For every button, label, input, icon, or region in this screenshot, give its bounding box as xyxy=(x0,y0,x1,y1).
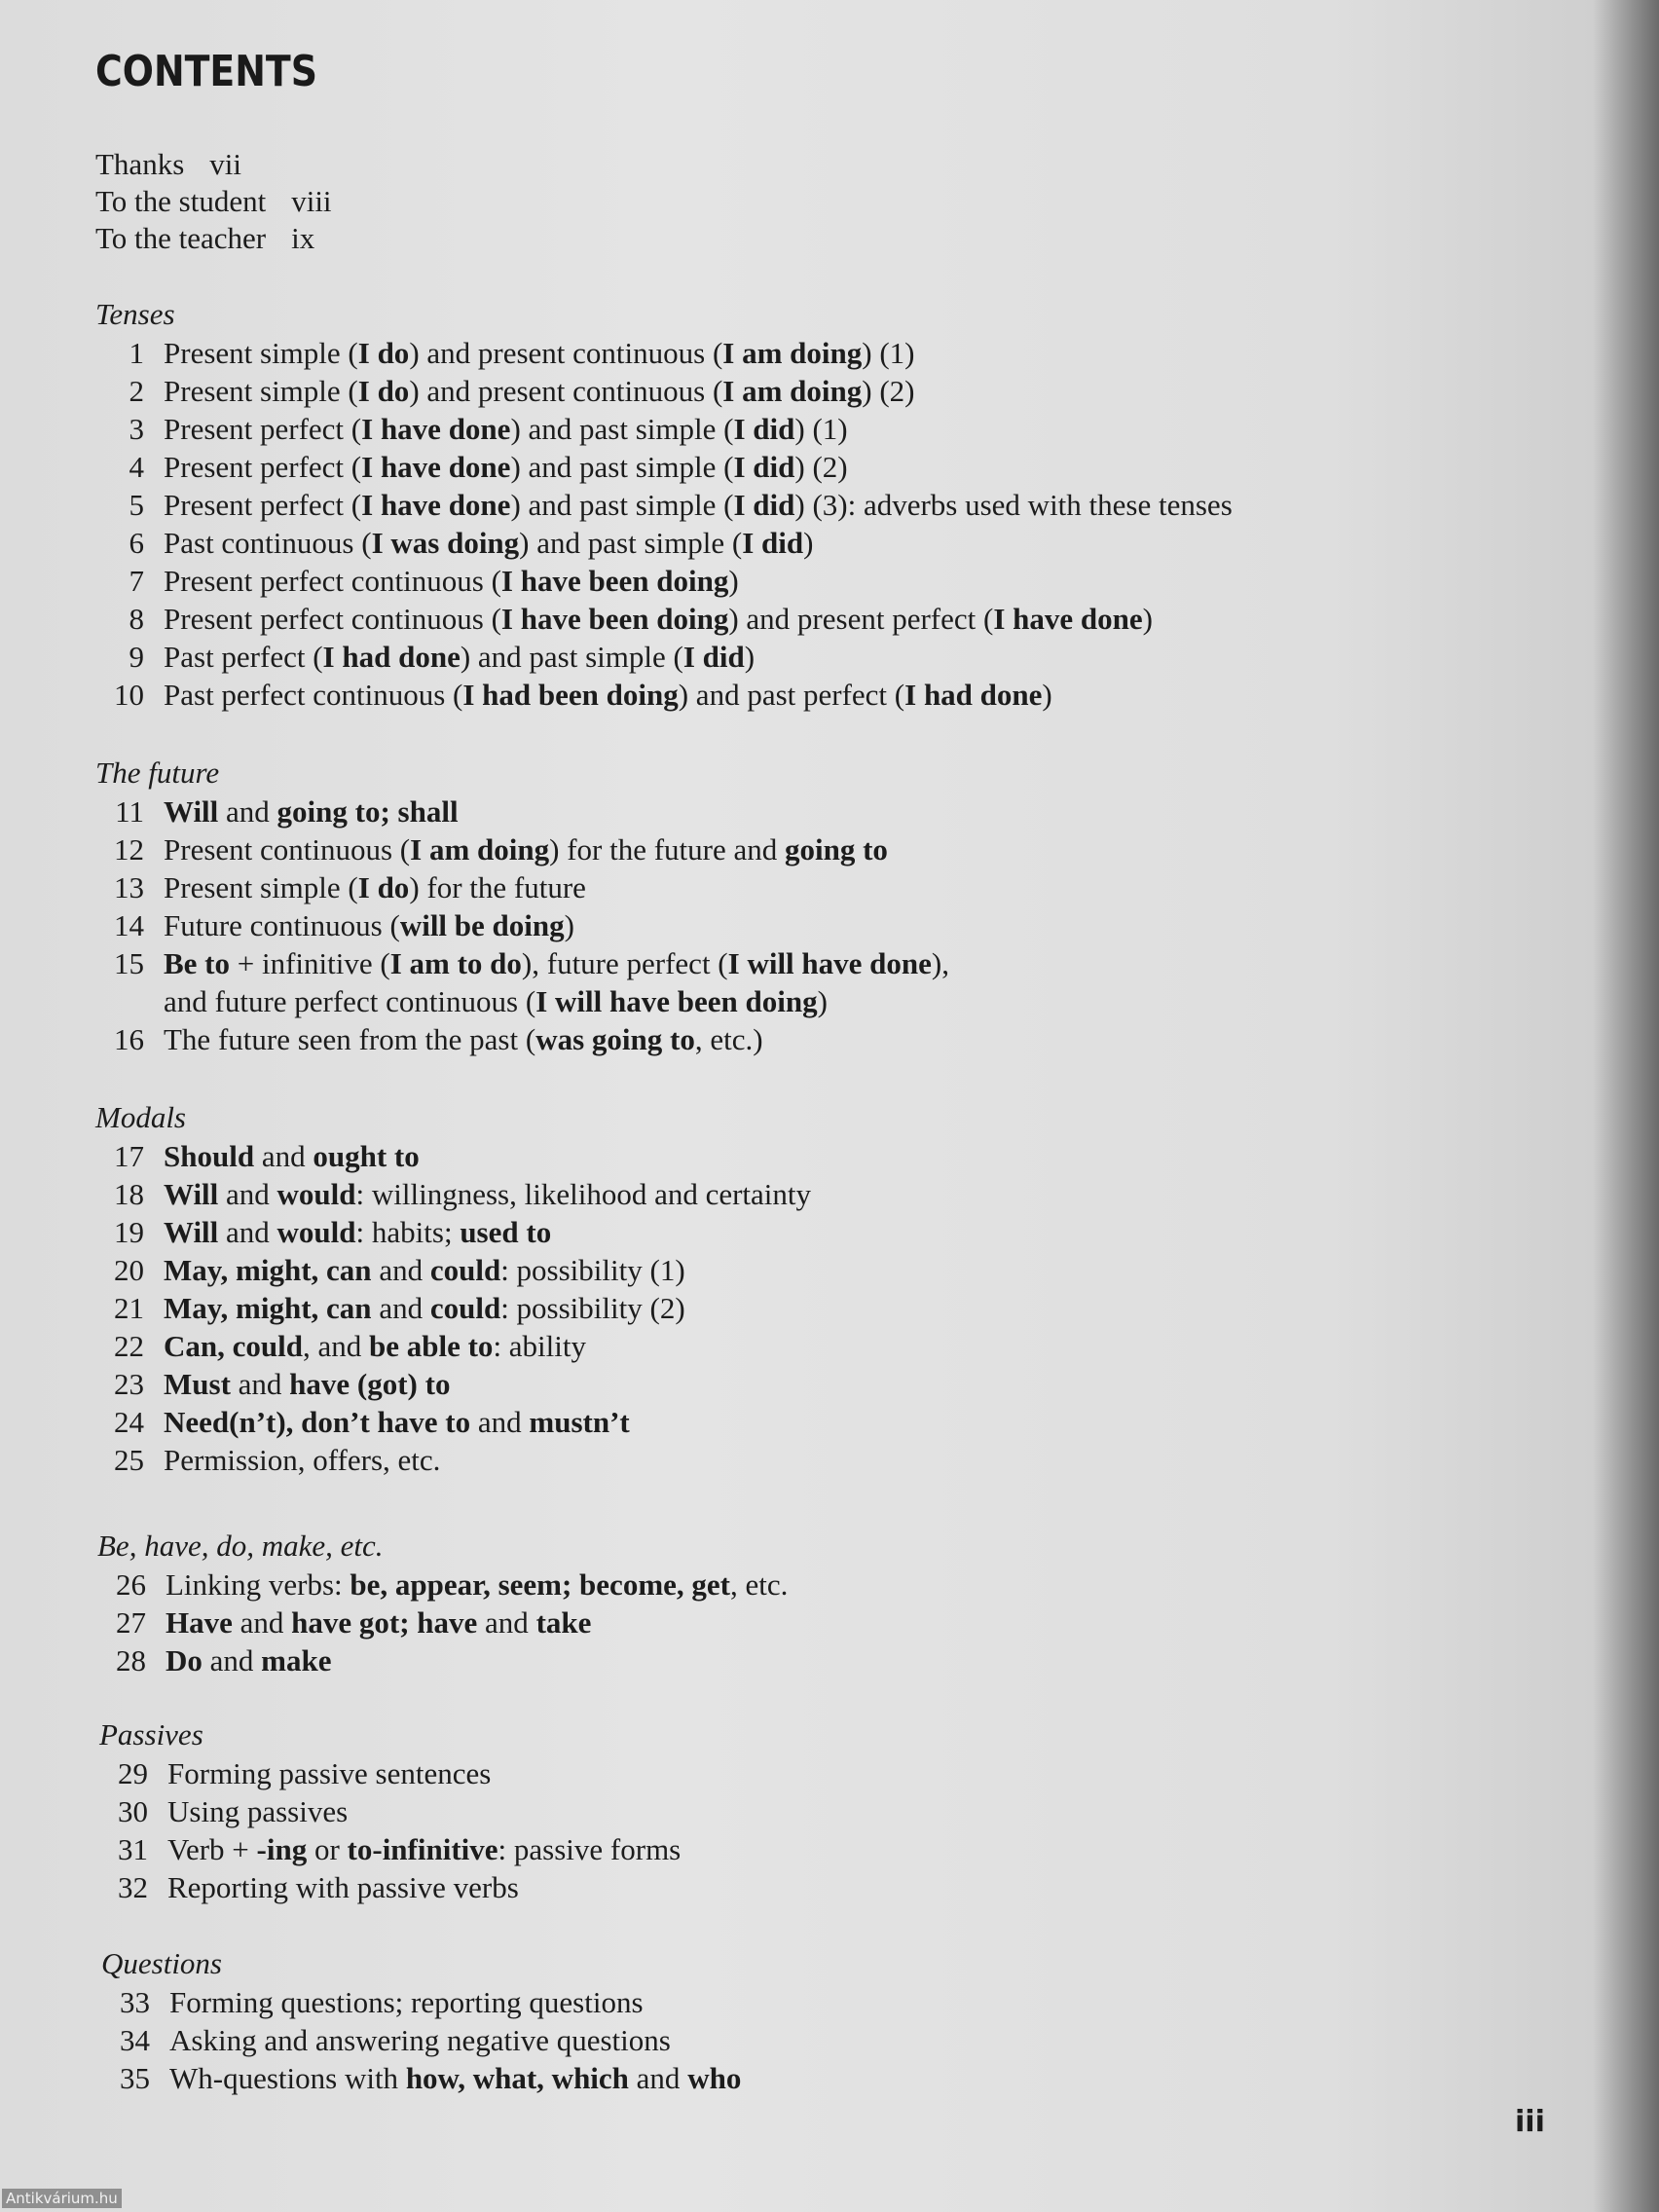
page-number: iii xyxy=(1515,2105,1545,2139)
unit-title: Present perfect (I have done) and past simple (I did) (2) xyxy=(164,450,848,484)
unit-title: Asking and answering negative questions xyxy=(169,2023,671,2057)
contents-entry xyxy=(95,1327,811,1365)
section-be-have-do xyxy=(97,1527,788,1679)
unit-title: Present perfect continuous (I have been doing) xyxy=(164,564,739,598)
unit-number: 28 xyxy=(116,1643,146,1677)
unit-title: Need(n’t), don’t have to and mustn’t xyxy=(164,1405,630,1439)
unit-title: Present perfect (I have done) and past simple (I did) (1) xyxy=(164,412,848,446)
contents-entry xyxy=(95,1365,811,1403)
contents-entry xyxy=(99,1754,681,1792)
unit-title: Past perfect continuous (I had been doing) and past perfect (I had done) xyxy=(164,678,1052,712)
section-tenses xyxy=(95,295,1233,714)
unit-title: Reporting with passive verbs xyxy=(167,1870,519,1904)
unit-title: Forming passive sentences xyxy=(167,1756,492,1790)
contents-entry xyxy=(97,1604,788,1641)
front-matter-item xyxy=(95,220,332,257)
contents-entry xyxy=(95,906,949,944)
unit-number: 10 xyxy=(114,678,144,712)
front-matter-page: ix xyxy=(291,221,315,255)
unit-number: 13 xyxy=(114,870,144,904)
contents-entry xyxy=(95,1137,811,1175)
unit-number: 26 xyxy=(116,1567,146,1602)
unit-title: Permission, offers, etc. xyxy=(164,1443,441,1477)
contents-entry xyxy=(101,1983,741,2021)
unit-title: Past continuous (I was doing) and past simple (I did) xyxy=(164,526,814,560)
unit-title: Linking verbs: be, appear, seem; become, get, etc. xyxy=(166,1567,789,1602)
contents-entry xyxy=(95,1441,811,1479)
unit-number: 24 xyxy=(114,1405,144,1439)
front-matter-label: Thanks xyxy=(95,147,185,181)
section-items xyxy=(95,334,1233,714)
contents-entry xyxy=(95,868,949,906)
unit-number: 2 xyxy=(129,374,144,408)
unit-title: Past perfect (I had done) and past simple (I did) xyxy=(164,640,756,674)
unit-number: 6 xyxy=(129,526,144,560)
section-items xyxy=(99,1754,681,1906)
contents-entry xyxy=(95,1289,811,1327)
page-title: CONTENTS xyxy=(95,47,318,96)
unit-number: 5 xyxy=(129,488,144,522)
unit-number: 29 xyxy=(118,1756,148,1790)
unit-number: 23 xyxy=(114,1367,144,1401)
unit-title: Will and would: habits; used to xyxy=(164,1215,552,1249)
unit-title: Verb + -ing or to-infinitive: passive forms xyxy=(167,1832,682,1866)
unit-number: 11 xyxy=(115,794,144,829)
unit-number: 31 xyxy=(118,1832,148,1866)
unit-number: 17 xyxy=(114,1139,144,1173)
unit-number: 19 xyxy=(114,1215,144,1249)
contents-entry xyxy=(95,1213,811,1251)
unit-title: Present perfect (I have done) and past simple (I did) (3): adverbs used with these tenses xyxy=(164,488,1233,522)
unit-number: 35 xyxy=(120,2061,150,2095)
unit-number: 9 xyxy=(129,640,144,674)
watermark-logo: Antikvárium.hu xyxy=(2,2189,122,2208)
section-heading: Modals xyxy=(95,1100,186,1134)
contents-entry xyxy=(95,1175,811,1213)
contents-entry xyxy=(97,1641,788,1679)
unit-title: Present simple (I do) for the future xyxy=(164,870,586,904)
unit-number: 15 xyxy=(114,946,144,980)
contents-entry xyxy=(95,1403,811,1441)
contents-entry xyxy=(99,1830,681,1868)
contents-entry xyxy=(101,2059,741,2097)
contents-entry xyxy=(95,1251,811,1289)
unit-title: The future seen from the past (was going to, etc.) xyxy=(164,1022,763,1056)
unit-number: 14 xyxy=(114,908,144,942)
unit-title: Must and have (got) to xyxy=(164,1367,451,1401)
unit-title: Future continuous (will be doing) xyxy=(164,908,574,942)
contents-entry xyxy=(99,1792,681,1830)
unit-number: 18 xyxy=(114,1177,144,1211)
contents-entry xyxy=(99,1868,681,1906)
unit-number: 32 xyxy=(118,1870,148,1904)
contents-entry xyxy=(95,944,949,982)
unit-number: 8 xyxy=(129,602,144,636)
contents-entry xyxy=(95,372,1233,410)
unit-title: Will and going to; shall xyxy=(164,794,459,829)
unit-number: 25 xyxy=(114,1443,144,1477)
contents-entry xyxy=(95,676,1233,714)
contents-entry xyxy=(101,2021,741,2059)
front-matter xyxy=(95,146,332,257)
section-questions xyxy=(101,1944,741,2097)
unit-number: 34 xyxy=(120,2023,150,2057)
front-matter-label: To the student xyxy=(95,184,267,218)
section-heading: Questions xyxy=(101,1946,222,1980)
contents-entry xyxy=(95,793,949,830)
unit-title: Will and would: willingness, likelihood and certainty xyxy=(164,1177,812,1211)
unit-number: 22 xyxy=(114,1329,144,1363)
front-matter-item xyxy=(95,146,332,183)
front-matter-label: To the teacher xyxy=(95,221,267,255)
unit-title: Present continuous (I am doing) for the future and going to xyxy=(164,832,888,866)
unit-number: 30 xyxy=(118,1794,148,1828)
unit-title: Using passives xyxy=(167,1794,349,1828)
contents-entry xyxy=(95,334,1233,372)
unit-number: 21 xyxy=(114,1291,144,1325)
unit-number: 33 xyxy=(120,1985,150,2019)
front-matter-page: viii xyxy=(291,184,332,218)
unit-title: Be to + infinitive (I am to do), future perfect (I will have done), xyxy=(164,946,949,980)
unit-title: Present simple (I do) and present continuous (I am doing) (1) xyxy=(164,336,915,370)
contents-entry xyxy=(95,562,1233,600)
unit-number: 12 xyxy=(114,832,144,866)
unit-title: Have and have got; have and take xyxy=(166,1605,592,1640)
unit-number: 1 xyxy=(129,336,144,370)
section-passives xyxy=(99,1715,681,1906)
unit-title: May, might, can and could: possibility (1) xyxy=(164,1253,685,1287)
contents-entry xyxy=(97,1566,788,1604)
section-items xyxy=(95,1137,811,1479)
unit-title: Present simple (I do) and present continuous (I am doing) (2) xyxy=(164,374,915,408)
contents-entry xyxy=(95,638,1233,676)
contents-entry xyxy=(95,830,949,868)
unit-title: Should and ought to xyxy=(164,1139,420,1173)
contents-entry xyxy=(95,600,1233,638)
unit-title: Wh-questions with how, what, which and who xyxy=(169,2061,742,2095)
unit-number: 27 xyxy=(116,1605,146,1640)
front-matter-item xyxy=(95,183,332,220)
unit-title: Present perfect continuous (I have been doing) and present perfect (I have done) xyxy=(164,602,1153,636)
contents-entry xyxy=(95,524,1233,562)
contents-entry xyxy=(95,486,1233,524)
section-items xyxy=(97,1566,788,1679)
contents-entry xyxy=(95,448,1233,486)
section-items xyxy=(95,793,949,1058)
unit-number: 16 xyxy=(114,1022,144,1056)
section-heading: Passives xyxy=(99,1717,203,1751)
unit-number: 4 xyxy=(129,450,144,484)
unit-number: 20 xyxy=(114,1253,144,1287)
unit-title: May, might, can and could: possibility (2) xyxy=(164,1291,685,1325)
unit-title: Forming questions; reporting questions xyxy=(169,1985,644,2019)
contents-entry xyxy=(95,1020,949,1058)
front-matter-page: vii xyxy=(209,147,241,181)
section-future xyxy=(95,754,949,1058)
section-items xyxy=(101,1983,741,2097)
unit-title-continuation: and future perfect continuous (I will have been doing) xyxy=(164,984,828,1018)
section-modals xyxy=(95,1098,811,1479)
section-heading: Be, have, do, make, etc. xyxy=(97,1529,384,1563)
section-heading: Tenses xyxy=(95,297,175,331)
contents-entry xyxy=(95,410,1233,448)
unit-title: Can, could, and be able to: ability xyxy=(164,1329,587,1363)
unit-title: Do and make xyxy=(166,1643,332,1677)
unit-number: 3 xyxy=(129,412,144,446)
unit-number: 7 xyxy=(129,564,144,598)
section-heading: The future xyxy=(95,756,220,790)
